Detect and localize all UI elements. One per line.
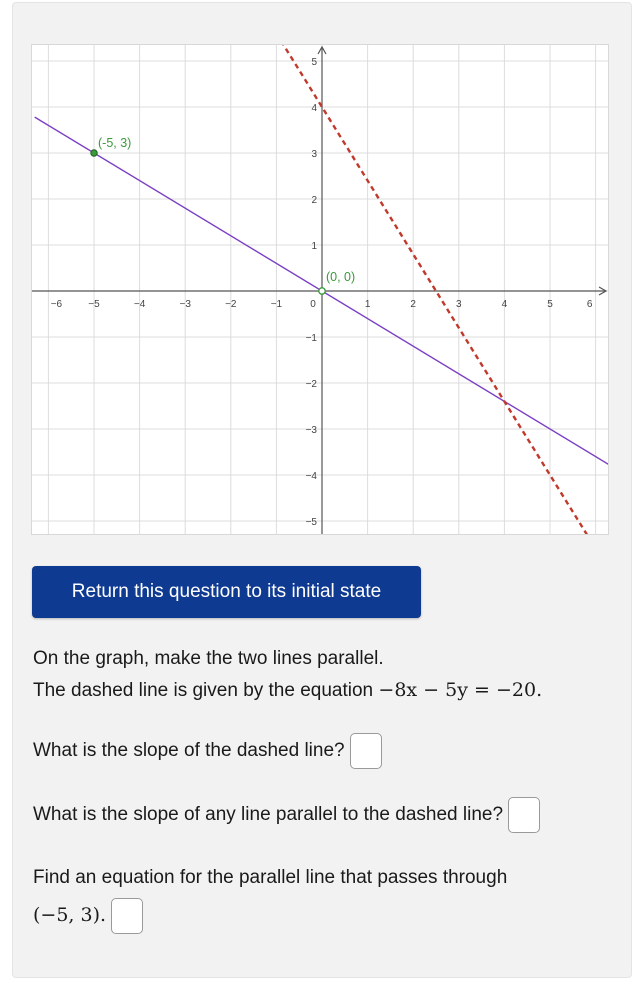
y-tick-label: −4 xyxy=(305,471,317,482)
x-tick-label: −1 xyxy=(270,299,283,310)
y-tick-label: −5 xyxy=(305,517,317,528)
coordinate-graph[interactable] xyxy=(32,45,608,534)
dashed-line-equation: −8x − 5y = −20. xyxy=(378,679,543,701)
x-tick-label: −6 xyxy=(50,299,63,310)
parallel-slope-answer-box[interactable] xyxy=(508,797,540,833)
point-a-handle xyxy=(91,150,97,156)
instruction-line-2 xyxy=(33,678,542,703)
x-tick-label: 1 xyxy=(364,299,371,310)
question-1 xyxy=(33,733,382,769)
x-tick-label: 6 xyxy=(586,299,593,310)
question-3-line-2 xyxy=(33,898,143,934)
question-3-line-1: Find an equation for the parallel line that passes through xyxy=(33,867,508,888)
question-2-text: What is the slope of any line parallel to the dashed line? xyxy=(33,804,504,826)
point-b-label: (0, 0) xyxy=(326,270,356,284)
x-tick-label: −2 xyxy=(225,299,237,310)
reset-question-button[interactable]: Return this question to its initial state xyxy=(32,566,421,618)
graph-panel[interactable] xyxy=(31,44,609,535)
question-2 xyxy=(33,797,540,833)
x-tick-label: −5 xyxy=(88,299,100,310)
instruction-line-1: On the graph, make the two lines parallel. xyxy=(33,648,384,669)
x-tick-label: 2 xyxy=(410,299,416,310)
y-tick-label: −3 xyxy=(305,425,317,436)
slope-answer-box[interactable] xyxy=(350,733,382,769)
y-tick-label: 3 xyxy=(311,149,317,160)
y-tick-label: 1 xyxy=(311,241,317,252)
y-tick-label: 2 xyxy=(311,195,317,206)
x-tick-label: 5 xyxy=(547,299,553,310)
y-tick-label: −1 xyxy=(305,333,317,344)
instruction-equation-prefix: The dashed line is given by the equation xyxy=(33,680,374,701)
x-tick-label: 3 xyxy=(456,299,462,310)
x-tick-label: 0 xyxy=(310,299,316,310)
x-tick-label: −4 xyxy=(133,299,146,310)
question-1-text: What is the slope of the dashed line? xyxy=(33,740,345,762)
x-tick-label: −3 xyxy=(179,299,191,310)
x-tick-label: 4 xyxy=(501,299,508,310)
point-b-handle xyxy=(319,288,325,294)
y-tick-label: 4 xyxy=(311,103,317,114)
point-a-label: (-5, 3) xyxy=(98,136,132,150)
y-tick-label: 5 xyxy=(311,57,317,68)
y-tick-label: −2 xyxy=(305,379,317,390)
question-3-point: (−5, 3). xyxy=(33,904,107,927)
equation-answer-box[interactable] xyxy=(111,898,143,934)
